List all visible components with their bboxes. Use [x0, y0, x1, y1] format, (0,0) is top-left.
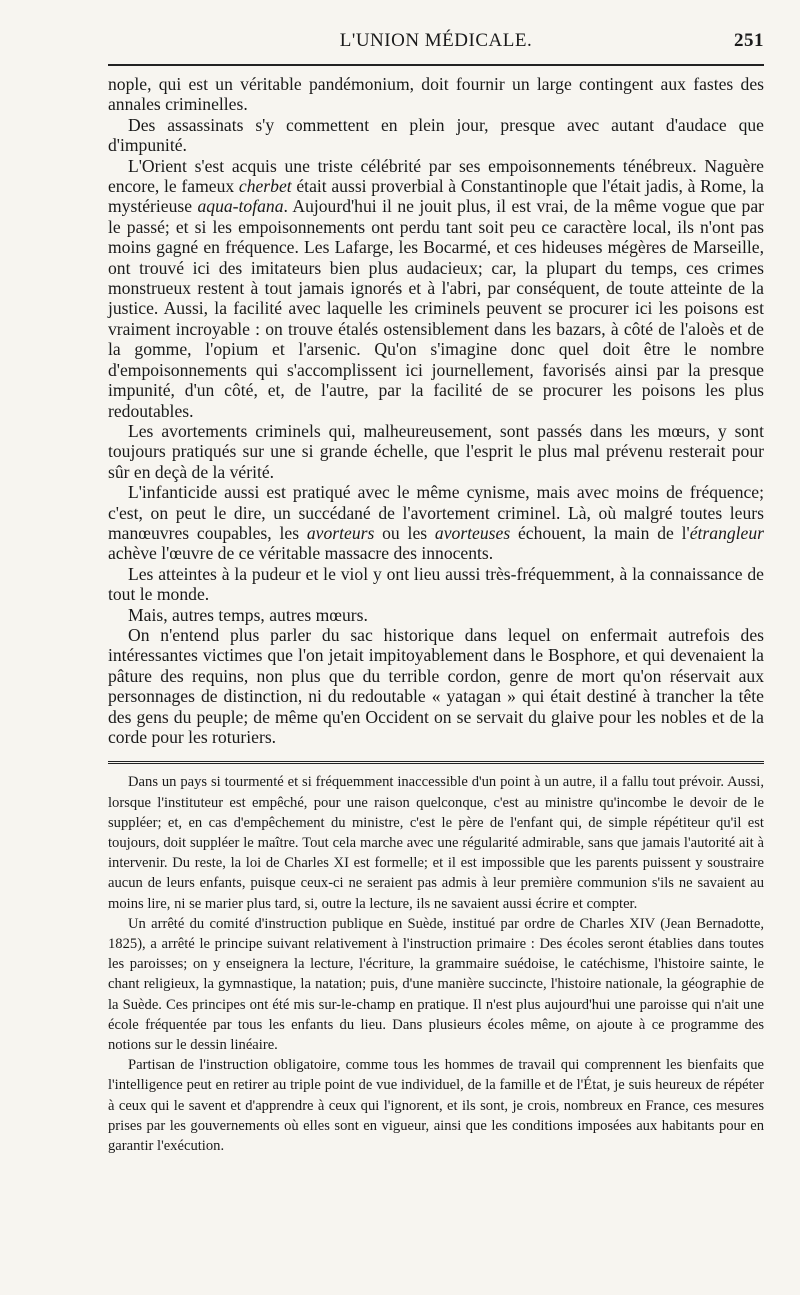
paragraph: L'infanticide aussi est pratiqué avec le même cynisme, mais avec moins de fréquence; c'est, on peut le dire, un succédané de l'avortement criminel. Là, où malgré toutes leurs manœuvres coupables, les avorteurs ou les avorteuses échouent, la main de l'étrangleur achève l'œuvre de ce véritable massacre des innocents. [108, 482, 765, 564]
paragraph: Mais, autres temps, autres mœurs. [128, 604, 368, 625]
paragraph: Des assassinats s'y commettent en plein jour, presque avec autant d'audace que d'impunité. [108, 114, 764, 156]
section-divider [108, 761, 764, 764]
paragraph: Les avortements criminels qui, malheureusement, sont passés dans les mœurs, y sont toujours pratiqués sur une si grande échelle, que l'esprit le plus mal prévenu resterait pour sûr en deçà de la vérité. [108, 420, 764, 482]
note-paragraph: Partisan de l'instruction obligatoire, comme tous les hommes de travail qui comprennent les bienfaits que l'intelligence peut en retirer au triple point de vue individuel, de la famille et de l'État, je suis heureux de répéter à ceux qui le savent et d'apprendre à ceux qui l'ignorent, et ils sont, je crois, nombreux en France, ces mesures prises par les gouvernements où elles sont en vigueur, ainsi que les conditions imposées aux habitants pour en garantir l'exécution. [108, 1057, 764, 1155]
paragraph: nople, qui est un véritable pandémonium, doit fournir un large contingent aux fastes des annales criminelles. [108, 74, 764, 115]
note-paragraph: Un arrêté du comité d'instruction publique en Suède, institué par ordre de Charles XIV (Jean Bernadotte, 1825), a arrêté le principe suivant relativement à l'instruction primaire : Des écoles seront établies dans toutes les paroisses; on y enseignera la lecture, l'écriture, la grammaire suédoise, le catéchisme, l'histoire sainte, le chant religieux, la gymnastique, la natation; puis, d'une manière succincte, l'histoire nationale, la géographie de la Suède. Ces principes ont été mis sur-le-champ en pratique. Il n'est plus aujourd'hui une paroisse qui n'ait une école fréquentée par tous les enfants du lieu. Dans plusieurs écoles même, on ajoute à ce programme des notions sur le dessin linéaire. [108, 915, 764, 1054]
journal-title: L'UNION MÉDICALE. [339, 30, 533, 51]
note-paragraph: Dans un pays si tourmenté et si fréquemment inaccessible d'un point à un autre, il a fallu tout prévoir. Aussi, lorsque l'instituteur est empêché, pour une raison quelconque, c'est au ministre qu'incombe le devoir de le suppléer; et, en cas d'empêchement du ministre, c'est le père de l'enfant qui, de simple répétiteur qu'il est toujours, doit suppléer le maître. Tout cela marche avec une régularité admirable, sans que jamais l'autorité ait à intervenir. Du reste, la loi de Charles XI est formelle; et il est impossible que les parents puissent y soustraire aucun de leurs enfants, puisque ceux-ci ne seraient pas admis à leur première communion s'ils ne savaient au moins lire, ni se marier plus tard, si, outre la lecture, ils ne savaient aussi écrire et compter. [108, 774, 764, 912]
feuilleton-text [108, 772, 764, 1156]
running-header [108, 28, 764, 58]
paragraph: L'Orient s'est acquis une triste célébrité par ses empoisonnements ténébreux. Naguère encore, le fameux cherbet était aussi proverbial à Constantinople que l'était jadis, à Rome, la mystérieuse aqua-tofana. Aujourd'hui il ne jouit plus, il est vrai, de la même vogue que par le passé; et si les empoisonnements ont perdu tant soit peu ce caractère local, ils n'ont pas moins gagné en fréquence. Les Lafarge, les Bocarmé, et ces hideuses mégères de Marseille, ont trouvé ici des imitateurs bien plus audacieux; car, la plupart du temps, ces crimes monstrueux restent à tout jamais ignorés et à l'abri, par conséquent, de toute atteinte de la justice. Aussi, la facilité avec laquelle les criminels peuvent se procurer ici les poisons est vraiment incroyable : on trouve étalés ostensiblement dans les bazars, à côté de l'aloès et de la gomme, l'opium et l'arsenic. Qu'on s'imagine donc quel doit être le nombre d'empoisonnements qui s'accomplissent ici journellement, favorisés ainsi par la presque impunité, d'un côté, et, de l'autre, par la facilité de se procurer les poisons les plus redoutables. [108, 155, 765, 421]
header-rule [108, 64, 764, 66]
main-text [108, 74, 764, 747]
page-number: 251 [734, 30, 764, 51]
paragraph: On n'entend plus parler du sac historique dans lequel on enfermait autrefois des intéressantes victimes que l'on jetait impitoyablement dans le Bosphore, et qui devenaient la pâture des requins, non plus que du terrible cordon, genre de mort qu'on réservait aux personnages de distinction, ni du redoutable « yatagan » qui était destiné à trancher la tête des gens du peuple; de même qu'en Occident on se servait du glaive pour les nobles et de la corde pour les roturiers. [108, 624, 764, 747]
paragraph: Les atteintes à la pudeur et le viol y ont lieu aussi très-fréquemment, à la connaissance de tout le monde. [108, 563, 764, 605]
document-page [108, 28, 764, 1156]
